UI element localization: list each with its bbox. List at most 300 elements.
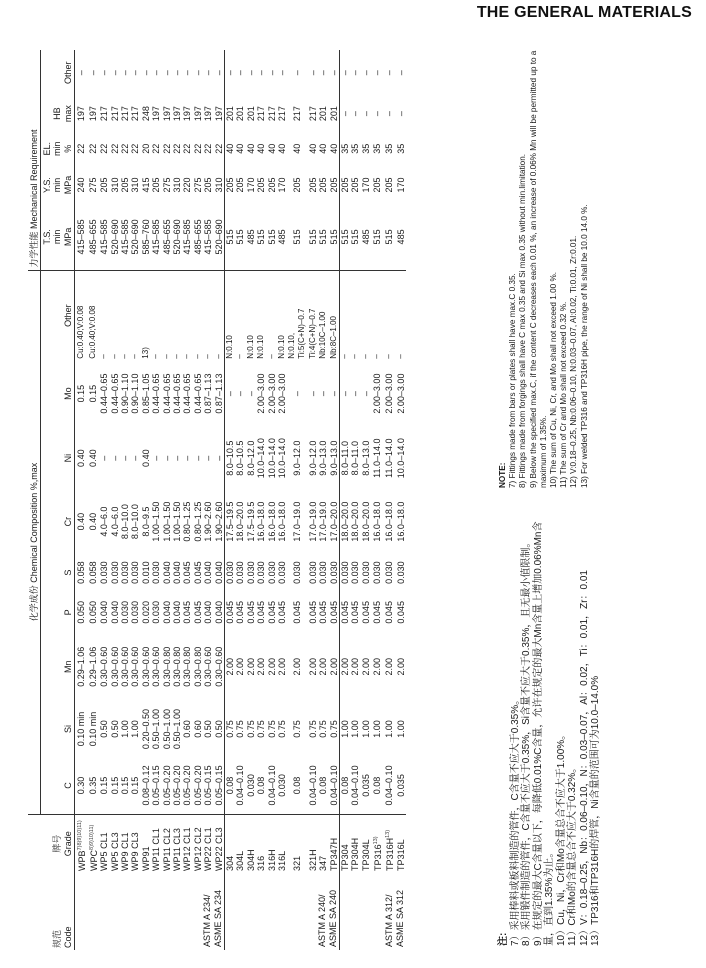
p-cell: 0.045: [182, 601, 193, 624]
ts-cell: 515: [235, 204, 245, 270]
table-row: [120, 50, 130, 950]
other2-cell: –: [203, 70, 214, 76]
p-cell: 0.045: [192, 601, 203, 624]
s-cell: 0.030: [384, 561, 395, 584]
table-row: [99, 50, 109, 950]
note-item: 10）Cu，Ni，Cr和Mo含量总合不应大于1.00%。: [555, 729, 567, 946]
cr-cell: 18.0–20.0: [360, 501, 371, 542]
grade-cell: [383, 814, 395, 873]
cr-cell: 4.0–6.0: [99, 506, 110, 537]
other-cell: –: [109, 354, 119, 359]
rotated-spec-sheet: [20, 30, 696, 950]
ts-cell: 515: [339, 204, 350, 270]
other-cell: –: [235, 354, 245, 359]
ts-cell: 520–690: [172, 204, 182, 270]
mo-cell: 0.90–1.10: [120, 373, 131, 414]
ts-cell: 485: [395, 204, 405, 270]
ts-cell: 515: [371, 204, 383, 270]
mn-cell: 0.30–0.60: [213, 646, 224, 687]
el-cell: 35: [360, 143, 371, 154]
grade-cell: [246, 814, 256, 873]
ts-cell: 585–760: [141, 204, 151, 270]
hb-cell: 217: [99, 106, 110, 122]
ni-cell: 10.0–14.0: [395, 438, 406, 479]
grade-cell: [395, 814, 405, 873]
other2-cell: –: [99, 70, 110, 76]
other-cell: Ti:4(C+N)–0.7: [307, 308, 317, 359]
p-cell: 0.045: [307, 601, 318, 624]
mo-cell: 0.44–0.65: [161, 373, 172, 414]
grade-label: WP22 CL3: [213, 827, 224, 871]
si-cell: 0.10 min: [88, 711, 99, 747]
ni-cell: 8.0–11.0: [339, 426, 350, 489]
si-cell: 1.00: [120, 720, 131, 738]
hb-cell: 217: [292, 106, 303, 122]
ys-cell: 310: [130, 177, 141, 193]
c-cell: 0.05–0.15: [151, 757, 161, 814]
hb-cell: –: [395, 111, 406, 117]
grade-cell: [235, 814, 245, 873]
s-cell: 0.045: [192, 561, 203, 584]
ts-cell: 515: [287, 204, 307, 270]
mech-requirement-header: 力学性能 Mechanical Requirement: [28, 50, 41, 270]
table-row: [203, 50, 213, 950]
mo-cell: 2.00–3.00: [395, 373, 406, 414]
p-cell: 0.045: [256, 601, 267, 624]
c-cell: 0.05–0.15: [203, 757, 213, 814]
el-cell: 22: [213, 143, 224, 154]
grade-label: WP12 CL2: [192, 827, 203, 871]
c-cell: 0.15: [120, 757, 130, 814]
col-p-header: P: [62, 609, 73, 616]
other2-cell: –: [151, 70, 162, 76]
col-mo-header: Mo: [62, 387, 73, 400]
grade-footnote: 13): [385, 829, 392, 838]
si-cell: 0.75: [266, 720, 277, 738]
other-cell: Nb:8C–1.00: [328, 316, 338, 359]
grade-label: 316L: [276, 850, 287, 871]
table-row: [214, 50, 225, 950]
table-row: [383, 50, 395, 950]
cr-cell: 18.0–20.0: [235, 501, 246, 542]
si-cell: 0.50–1.00: [151, 709, 162, 750]
grade-cell: [350, 814, 360, 873]
el-cell: 40: [292, 143, 303, 154]
ni-cell: –: [151, 455, 162, 461]
grade-label: WP9 CL3: [130, 832, 141, 871]
mo-cell: 2.00–3.00: [276, 373, 287, 414]
ni-cell: 10.0–14.0: [276, 438, 287, 479]
mn-cell: 0.30–0.60: [99, 646, 110, 687]
hb-cell: –: [360, 111, 371, 117]
ts-cell: 485–655: [162, 204, 172, 270]
notes-chinese: [498, 506, 602, 946]
mn-cell: 2.00: [245, 657, 256, 676]
table-row: [256, 50, 266, 950]
hb-cell: 197: [203, 106, 214, 122]
hb-cell: 201: [245, 106, 256, 122]
grade-label: TP304: [339, 844, 350, 871]
c-cell: 0.15: [99, 757, 109, 814]
table-row: [266, 50, 276, 950]
other-cell: –: [120, 354, 130, 359]
table-row: [328, 50, 339, 950]
ni-cell: –: [99, 455, 110, 461]
cr-cell: 16.0–18.0: [384, 501, 395, 542]
note-item: 13）TP316和TP316H的焊管，Ni含量的范围可为10.0–14.0%: [590, 675, 601, 946]
other-cell: –: [172, 354, 182, 359]
s-cell: 0.030: [266, 561, 277, 584]
table-row: [339, 50, 350, 950]
table-row: [141, 50, 151, 950]
mo-cell: 0.15: [74, 361, 87, 427]
c-cell: 0.08: [339, 757, 350, 814]
grade-footnote: 7)8)9)10)11): [76, 820, 83, 851]
ni-cell: –: [172, 455, 183, 461]
cr-cell: 1.00–1.50: [172, 501, 183, 542]
note-item: 12) V:0.18–0.25, Nb:0.06–0.10, N:0.03–0.07, Al:0.02, Ti:0.01, Zr:0.01.: [569, 235, 579, 488]
notes-english: [498, 38, 590, 488]
ni-cell: –: [192, 455, 203, 461]
other2-cell: –: [339, 50, 350, 96]
ys-cell: 220: [182, 177, 193, 193]
ys-cell: 310: [213, 177, 224, 193]
c-cell: 0.30: [74, 757, 87, 814]
hb-cell: 217: [109, 106, 120, 122]
ts-cell: 515: [318, 204, 328, 270]
s-cell: 0.030: [224, 553, 235, 592]
c-cell: 0.08: [287, 757, 307, 814]
grade-label: 321H: [307, 849, 318, 871]
grade-label: 321: [292, 855, 303, 871]
c-cell: 0.08: [318, 757, 328, 814]
si-cell: 0.50–1.00: [172, 709, 183, 750]
mo-cell: –: [328, 391, 339, 397]
mo-cell: –: [245, 391, 256, 397]
ni-cell: 0.40: [88, 449, 99, 467]
ts-cell: 485: [246, 204, 256, 270]
p-cell: 0.040: [203, 601, 214, 624]
other2-cell: –: [318, 70, 329, 76]
hb-cell: 197: [74, 96, 87, 132]
mo-cell: –: [318, 391, 329, 397]
hb-cell: –: [350, 111, 361, 117]
c-cell: 0.04–0.10: [235, 757, 245, 814]
ys-cell: 205: [266, 177, 277, 193]
ni-cell: 10.0–14.0: [266, 438, 277, 479]
p-cell: 0.045: [276, 601, 287, 624]
ys-cell: 170: [360, 177, 371, 193]
si-cell: 0.10 min: [74, 701, 87, 758]
s-cell: 0.030: [350, 561, 361, 584]
ni-cell: 8.0–10.5: [224, 426, 235, 489]
grade-cell: [361, 814, 371, 873]
mn-cell: 2.00: [395, 657, 406, 676]
other-cell: N:0.10, Ti:5(C+N)–0.7: [287, 308, 307, 359]
ys-cell: 170: [395, 177, 406, 193]
hb-cell: 201: [318, 106, 329, 122]
c-cell: 0.15: [130, 757, 140, 814]
si-cell: 0.75: [245, 720, 256, 738]
p-cell: 0.045: [245, 601, 256, 624]
hb-cell: 197: [88, 106, 99, 122]
mn-cell: 0.30–0.60: [151, 646, 162, 687]
col-s-header: S: [62, 569, 73, 576]
ni-cell: 9.0–12.0: [292, 440, 303, 476]
ts-cell: 415–585: [203, 204, 213, 270]
p-cell: 0.045: [339, 592, 350, 633]
mn-cell: 2.00: [235, 657, 246, 676]
ni-cell: –: [130, 455, 141, 461]
grade-cell: [277, 814, 287, 873]
note-item: 7) Fittings made from bars or plates shall have max.C 0.35.: [508, 273, 518, 488]
si-cell: 0.60: [192, 720, 203, 738]
s-cell: 0.030: [120, 561, 131, 584]
cr-cell: 17.5–19.5: [245, 501, 256, 542]
other-cell: –: [161, 354, 171, 359]
si-cell: 1.00: [395, 720, 406, 738]
note-item: 9）在规定的最大C含量以下，每降低0.01%C含量，允许在规定的最大Mn含量上增加0.06%Mn含量，直到1.35%为止。: [532, 521, 555, 946]
grade-label: WP5 CL1: [99, 832, 110, 871]
grade-cell: [214, 814, 225, 873]
hb-cell: 201: [224, 96, 235, 132]
ts-cell: 485–655: [87, 204, 99, 270]
grade-cell: [193, 814, 203, 873]
other-cell: –: [182, 354, 192, 359]
other2-cell: –: [88, 70, 99, 76]
mn-cell: 2.00: [307, 657, 318, 676]
other-cell: –: [99, 354, 109, 359]
si-cell: 0.50–1.00: [161, 709, 172, 750]
other2-cell: –: [395, 70, 406, 76]
grade-label: WP11 CL3: [172, 828, 183, 871]
ni-cell: –: [120, 455, 131, 461]
cr-cell: 17.0–19.0: [307, 501, 318, 542]
c-cell: 0.04–0.10: [383, 757, 395, 814]
s-cell: 0.010: [140, 561, 151, 584]
c-cell: 0.05–0.20: [172, 757, 182, 814]
hb-cell: 217: [307, 106, 318, 122]
mn-cell: 0.30–0.80: [172, 646, 183, 687]
cr-cell: 17.0–19.0: [292, 501, 303, 542]
hb-cell: 197: [172, 106, 183, 122]
other-cell: N:0.10: [256, 335, 266, 359]
ni-cell: 11.0–14.0: [384, 438, 395, 478]
el-cell: 22: [172, 143, 183, 154]
cr-cell: 8.0–10.0: [130, 504, 141, 540]
mo-cell: 0.44–0.65: [109, 373, 120, 414]
table-row: [172, 50, 182, 950]
ys-cell: 275: [88, 177, 99, 193]
ys-cell: 275: [192, 177, 203, 193]
ys-cell: 205: [307, 177, 318, 193]
c-cell: 0.05–0.20: [193, 757, 203, 814]
hb-cell: 197: [192, 106, 203, 122]
notes-cn-title: 注:: [498, 932, 509, 946]
el-cell: 35: [395, 143, 406, 154]
el-cell: 22: [203, 143, 214, 154]
c-cell: 0.08: [256, 757, 266, 814]
el-cell: 35: [384, 143, 395, 154]
other-cell: Cu:0.40;V:0.08: [74, 270, 87, 361]
p-cell: 0.045: [372, 601, 382, 624]
grade-footnote: 13): [373, 836, 379, 845]
c-cell: 0.35: [87, 757, 99, 814]
other-cell: –: [151, 354, 161, 359]
hb-cell: 201: [328, 106, 339, 122]
table-row: [162, 50, 172, 950]
ys-cell: 205: [328, 177, 339, 193]
si-cell: 0.75: [256, 720, 267, 738]
s-cell: 0.030: [292, 561, 303, 584]
grade-cell: [87, 814, 99, 873]
other-cell: –: [266, 354, 276, 359]
c-cell: 0.030: [277, 757, 287, 814]
si-cell: 1.00: [339, 701, 350, 758]
grade-label: 304L: [235, 850, 246, 871]
s-cell: 0.030: [276, 561, 287, 584]
p-cell: 0.030: [130, 601, 141, 624]
other2-cell: –: [182, 70, 193, 76]
other-cell: Cu:0.40;V:0.08: [88, 305, 98, 359]
notes-cn-list: [510, 506, 602, 946]
other-cell: –: [395, 354, 405, 359]
other2-cell: –: [172, 70, 183, 76]
hb-cell: 197: [161, 106, 172, 122]
ni-cell: –: [182, 455, 193, 461]
p-cell: 0.045: [292, 601, 303, 624]
grade-cell: [151, 814, 161, 873]
other2-cell: –: [372, 70, 382, 76]
c-cell: 0.08–0.12: [141, 757, 151, 814]
grade-cell: [287, 814, 307, 873]
ni-cell: –: [203, 455, 214, 461]
p-cell: 0.040: [161, 601, 172, 624]
other2-cell: –: [245, 70, 256, 76]
grade-cell: [141, 814, 151, 873]
other-cell: N:0.10: [245, 335, 255, 359]
ys-cell: 310: [109, 177, 120, 193]
grade-label: 316H: [266, 849, 277, 871]
mn-cell: 2.00: [360, 657, 371, 676]
el-cell: 40: [235, 143, 246, 154]
cr-cell: 8.0–9.5: [140, 506, 151, 537]
grade-cell: [120, 814, 130, 873]
ys-cell: 205: [372, 177, 382, 193]
hb-cell: –: [339, 96, 350, 132]
ys-cell: 170: [245, 177, 256, 193]
si-cell: 0.50: [203, 720, 214, 738]
ts-cell: 520–690: [110, 204, 120, 270]
p-cell: 0.040: [99, 601, 110, 624]
mo-cell: 0.15: [88, 384, 99, 403]
cr-cell: 16.0–18.0: [266, 501, 277, 542]
s-cell: 0.040: [161, 561, 172, 584]
s-cell: 0.030: [99, 561, 110, 584]
other-cell: –: [203, 354, 213, 359]
hb-cell: 217: [130, 106, 141, 122]
cr-cell: 18.0–20.0: [339, 490, 350, 553]
grade-cell: [328, 814, 339, 873]
si-cell: 0.20–0.50: [140, 709, 151, 750]
s-cell: 0.030: [360, 561, 371, 584]
grade-label: WP11 CL1: [151, 828, 162, 871]
ys-cell: 205: [318, 177, 329, 193]
ni-cell: 10.0–14.0: [256, 438, 267, 479]
cr-cell: 0.40: [74, 490, 87, 553]
grade-label: TP347H: [328, 837, 339, 871]
mn-cell: 0.30–0.60: [130, 646, 141, 687]
p-cell: 0.040: [109, 601, 120, 624]
other-cell: –: [339, 270, 350, 361]
col-si-header: Si: [62, 725, 73, 734]
s-cell: 0.030: [328, 561, 339, 584]
cr-cell: 1.90–2.60: [203, 501, 214, 542]
cr-cell: 4.0–6.0: [109, 506, 120, 537]
el-cell: 22: [182, 143, 193, 154]
grade-label: WPC: [89, 849, 100, 871]
el-cell: 22: [109, 143, 120, 154]
el-cell: 22: [88, 143, 99, 154]
other2-cell: –: [109, 70, 120, 76]
mn-cell: 2.00: [292, 657, 303, 676]
c-cell: 0.05–0.20: [182, 757, 192, 814]
p-cell: 0.040: [172, 601, 183, 624]
mo-cell: –: [339, 361, 350, 427]
cr-cell: 16.0–18.0: [276, 501, 287, 542]
el-cell: 35: [350, 143, 361, 154]
ys-cell: 205: [203, 177, 214, 193]
ts-cell: 485: [277, 204, 287, 270]
si-cell: 1.00: [384, 720, 395, 738]
ys-cell: 205: [235, 177, 246, 193]
other2-cell: –: [266, 70, 277, 76]
mo-cell: –: [350, 391, 361, 397]
si-cell: 1.00: [372, 720, 382, 738]
ni-cell: 0.40: [140, 449, 151, 467]
other-cell: 13): [140, 347, 150, 359]
table-row: [277, 50, 287, 950]
other2-cell: –: [307, 70, 318, 76]
ni-cell: 0.40: [74, 426, 87, 489]
table-row: [130, 50, 140, 950]
s-cell: 0.030: [307, 561, 318, 584]
el-cell: 40: [224, 132, 235, 166]
ni-cell: 11.0–14.0: [372, 438, 382, 478]
si-cell: 1.00: [130, 720, 141, 738]
hb-cell: –: [372, 111, 382, 117]
note-item: 11）Cr和Mo的含量总合不应大于0.32%。: [567, 762, 578, 946]
grade-label: TP316: [373, 844, 383, 871]
p-cell: 0.045: [235, 601, 246, 624]
c-cell: 0.08: [224, 757, 235, 814]
ni-cell: –: [109, 455, 120, 461]
p-cell: 0.045: [266, 601, 277, 624]
ts-cell: 485–655: [193, 204, 203, 270]
code-cell: ASTM A 312/ ASME SA 312: [339, 873, 405, 950]
si-cell: 0.75: [292, 720, 303, 738]
table-row: [151, 50, 161, 950]
table-row: [235, 50, 245, 950]
el-cell: 22: [151, 143, 162, 154]
other2-cell: –: [74, 50, 87, 96]
table-row: [287, 50, 307, 950]
s-cell: 0.030: [395, 561, 406, 584]
p-cell: 0.045: [360, 601, 371, 624]
code-cell: ASTM A 240/ ASME SA 240: [224, 873, 339, 950]
mo-cell: 0.44–0.65: [172, 373, 183, 414]
grade-cell: [130, 814, 140, 873]
